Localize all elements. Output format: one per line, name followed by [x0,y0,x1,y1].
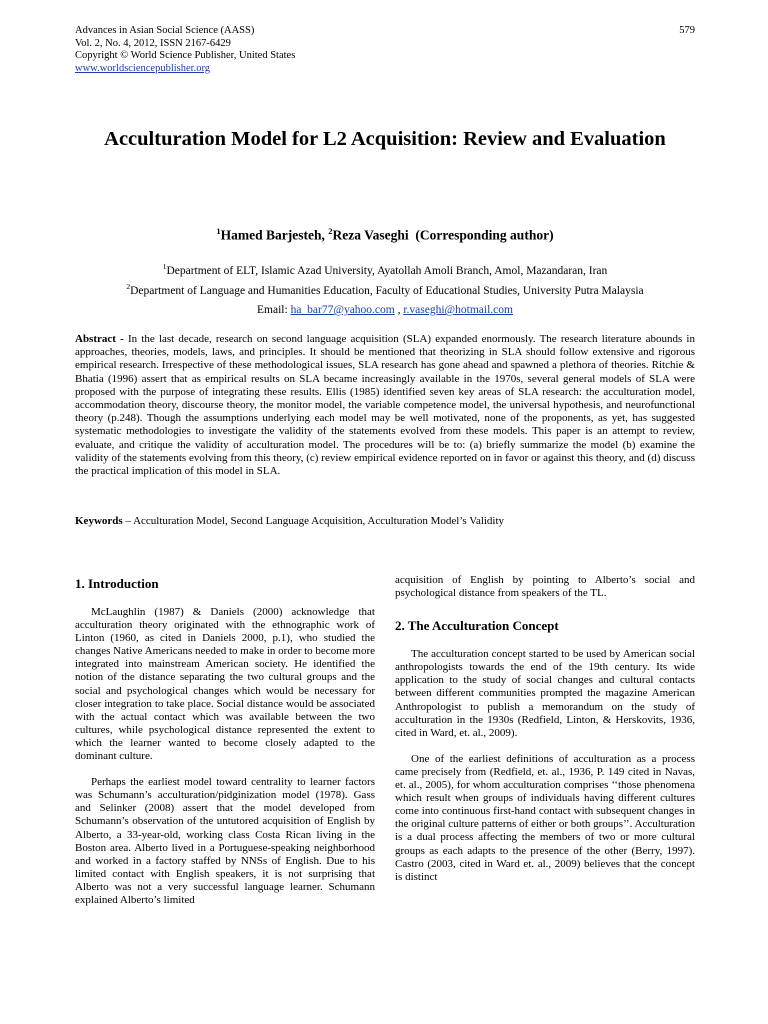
email-link-2[interactable]: r.vaseghi@hotmail.com [403,304,513,316]
abstract-text: In the last decade, research on second language acquisition (SLA) expanded enormously. The research literature abounds in approaches, theories, models, laws, and principles. It should be mentioned that theorizing in SLA should follow extensive and rigorous empirical research. Irrespective of these methodological issues, SLA research has gone ahead and spawned a plethora of theories. Ritchie & Bhatia (1996) assert that as empirical results on SLA became increasingly available in the 1970s, several general models of SLA were proposed with the purpose of integrating these results. Ellis (1985) identified seven key areas of SLA research: the acculturation model, accommodation theory, discourse theory, the monitor model, the variable competence model, the universal hypothesis, and neurofunctional theory (p.248). Though the assumptions underlying each model may be well motivated, none of the proponents, as yet, has suggested systematic methodologies to investigate the validity of the statements evolved from these models. This paper is an attempt to review, evaluate, and critique the validity of acculturation model. The procedures will be to: (a) briefly summarize the model (b) examine the validity of the statements evolving from this theory, (c) review empirical evidence reported on in favor or against this theory, and (d) discuss the practical implication of this model in SLA. [75,333,695,478]
author1-superscript: 1 [216,226,221,236]
section-heading-acculturation-concept: 2. The Acculturation Concept [395,618,559,634]
keywords-text: – Acculturation Model, Second Language Acquisition, Acculturation Model’s Validity [122,515,505,527]
corresponding-note: (Corresponding author) [415,227,554,243]
intro-paragraph-2: Perhaps the earliest model toward centrality to learner factors was Schumann’s acculturation/pidginization model (1978). Gass and Selinker (2008) assert that the model developed from Schumann’s observation of the untutored acquisition of English by Alberto, a 33-year-old, working class Costa Rican living in the Boston area. Alberto lived in a Portuguese-speaking neighborhood and worked in a factory staffed by NNSs of English. Due to his limited contact with English speakers, it is not surprising that Alberto was not a very successful language learner. Schumann explained Alberto’s limited [75,776,375,906]
email-label: Email: [257,304,291,316]
journal-website-link[interactable]: www.worldsciencepublisher.org [75,62,211,74]
right-column [395,574,695,884]
concept-paragraph-2: One of the earliest definitions of acculturation as a process came precisely from (Redfield, et. al., 1936, P. 149 cited in Navas, et. al., 2005), for whom acculturation comprises ‘‘those phenomena which result when groups of individuals having different cultures come into continuous first-hand contact with subsequent changes in the original culture patterns of either or both groups’’. Acculturation is a dual process affecting the members of two or more cultural groups as each adapts to the presence of the other (Berry, 1997). Castro (2003, cited in Ward et. al., 2009) believes that the concept is distinct [395,752,695,883]
page-number: 579 [679,25,695,36]
email-line [75,304,695,316]
affiliation-1 [75,259,695,279]
email-separator: , [394,304,404,316]
keywords [75,515,695,528]
abstract-label: Abstract - [75,333,128,345]
email-link-1[interactable]: ha_bar77@yahoo.com [290,304,395,316]
keywords-label: Keywords [75,515,123,527]
author-line [75,226,695,244]
affiliations [75,259,695,299]
affiliation-2-text: Department of Language and Humanities Education, Faculty of Educational Studies, University Putra Malaysia [130,284,644,297]
intro-paragraph-1: McLaughlin (1987) & Daniels (2000) acknowledge that acculturation theory originated with the ethnographic work of Linton (1960, as cited in Daniels 2000, p.1), who studied the changes Native Americans needed to make in order to become more integrated into mainstream American society. He identified the notion of the distance separating the two cultural groups and the social and psychological changes which would be necessary for closer integration to take place. Social distance would be associated with the actual contact which was available between the two cultures, while psychological distance represented the extent to which the learner wanted to become closely adapted to the dominant culture. [75,606,375,763]
journal-header [75,25,295,75]
affiliation-2-superscript: 2 [126,281,131,291]
paper-title: Acculturation Model for L2 Acquisition: Review and Evaluation [104,128,666,150]
author1-name: Hamed Barjesteh, [220,227,329,243]
section-heading-introduction: 1. Introduction [75,576,159,591]
abstract [75,333,695,478]
author2-name: Reza Vaseghi [332,227,409,243]
intro-paragraph-3: acquisition of English by pointing to Alberto’s social and psychological distance from speakers of the TL. [395,574,695,600]
left-column [75,576,375,907]
journal-name: Advances in Asian Social Science (AASS) [75,25,255,36]
concept-paragraph-1: The acculturation concept started to be used by American social anthropologists towards the end of the 19th century. Its wide application to the study of social changes and cultural contacts between different communities prompted the magazine American Anthropologist to publish a memorandum on the study of acculturation in the 1930s (Redfield, Linton, & Herskovits, 1936, cited in Ward, et. al., 2009). [395,648,695,739]
author2-superscript: 2 [328,226,333,236]
affiliation-1-text: Department of ELT, Islamic Azad University, Ayatollah Amoli Branch, Amol, Mazandaran, Iran [166,264,608,277]
copyright-line: Copyright © World Science Publisher, United States [75,50,296,61]
affiliation-2 [75,279,695,299]
affiliation-1-superscript: 1 [162,262,167,271]
journal-volume: Vol. 2, No. 4, 2012, ISSN 2167-6429 [75,37,231,49]
